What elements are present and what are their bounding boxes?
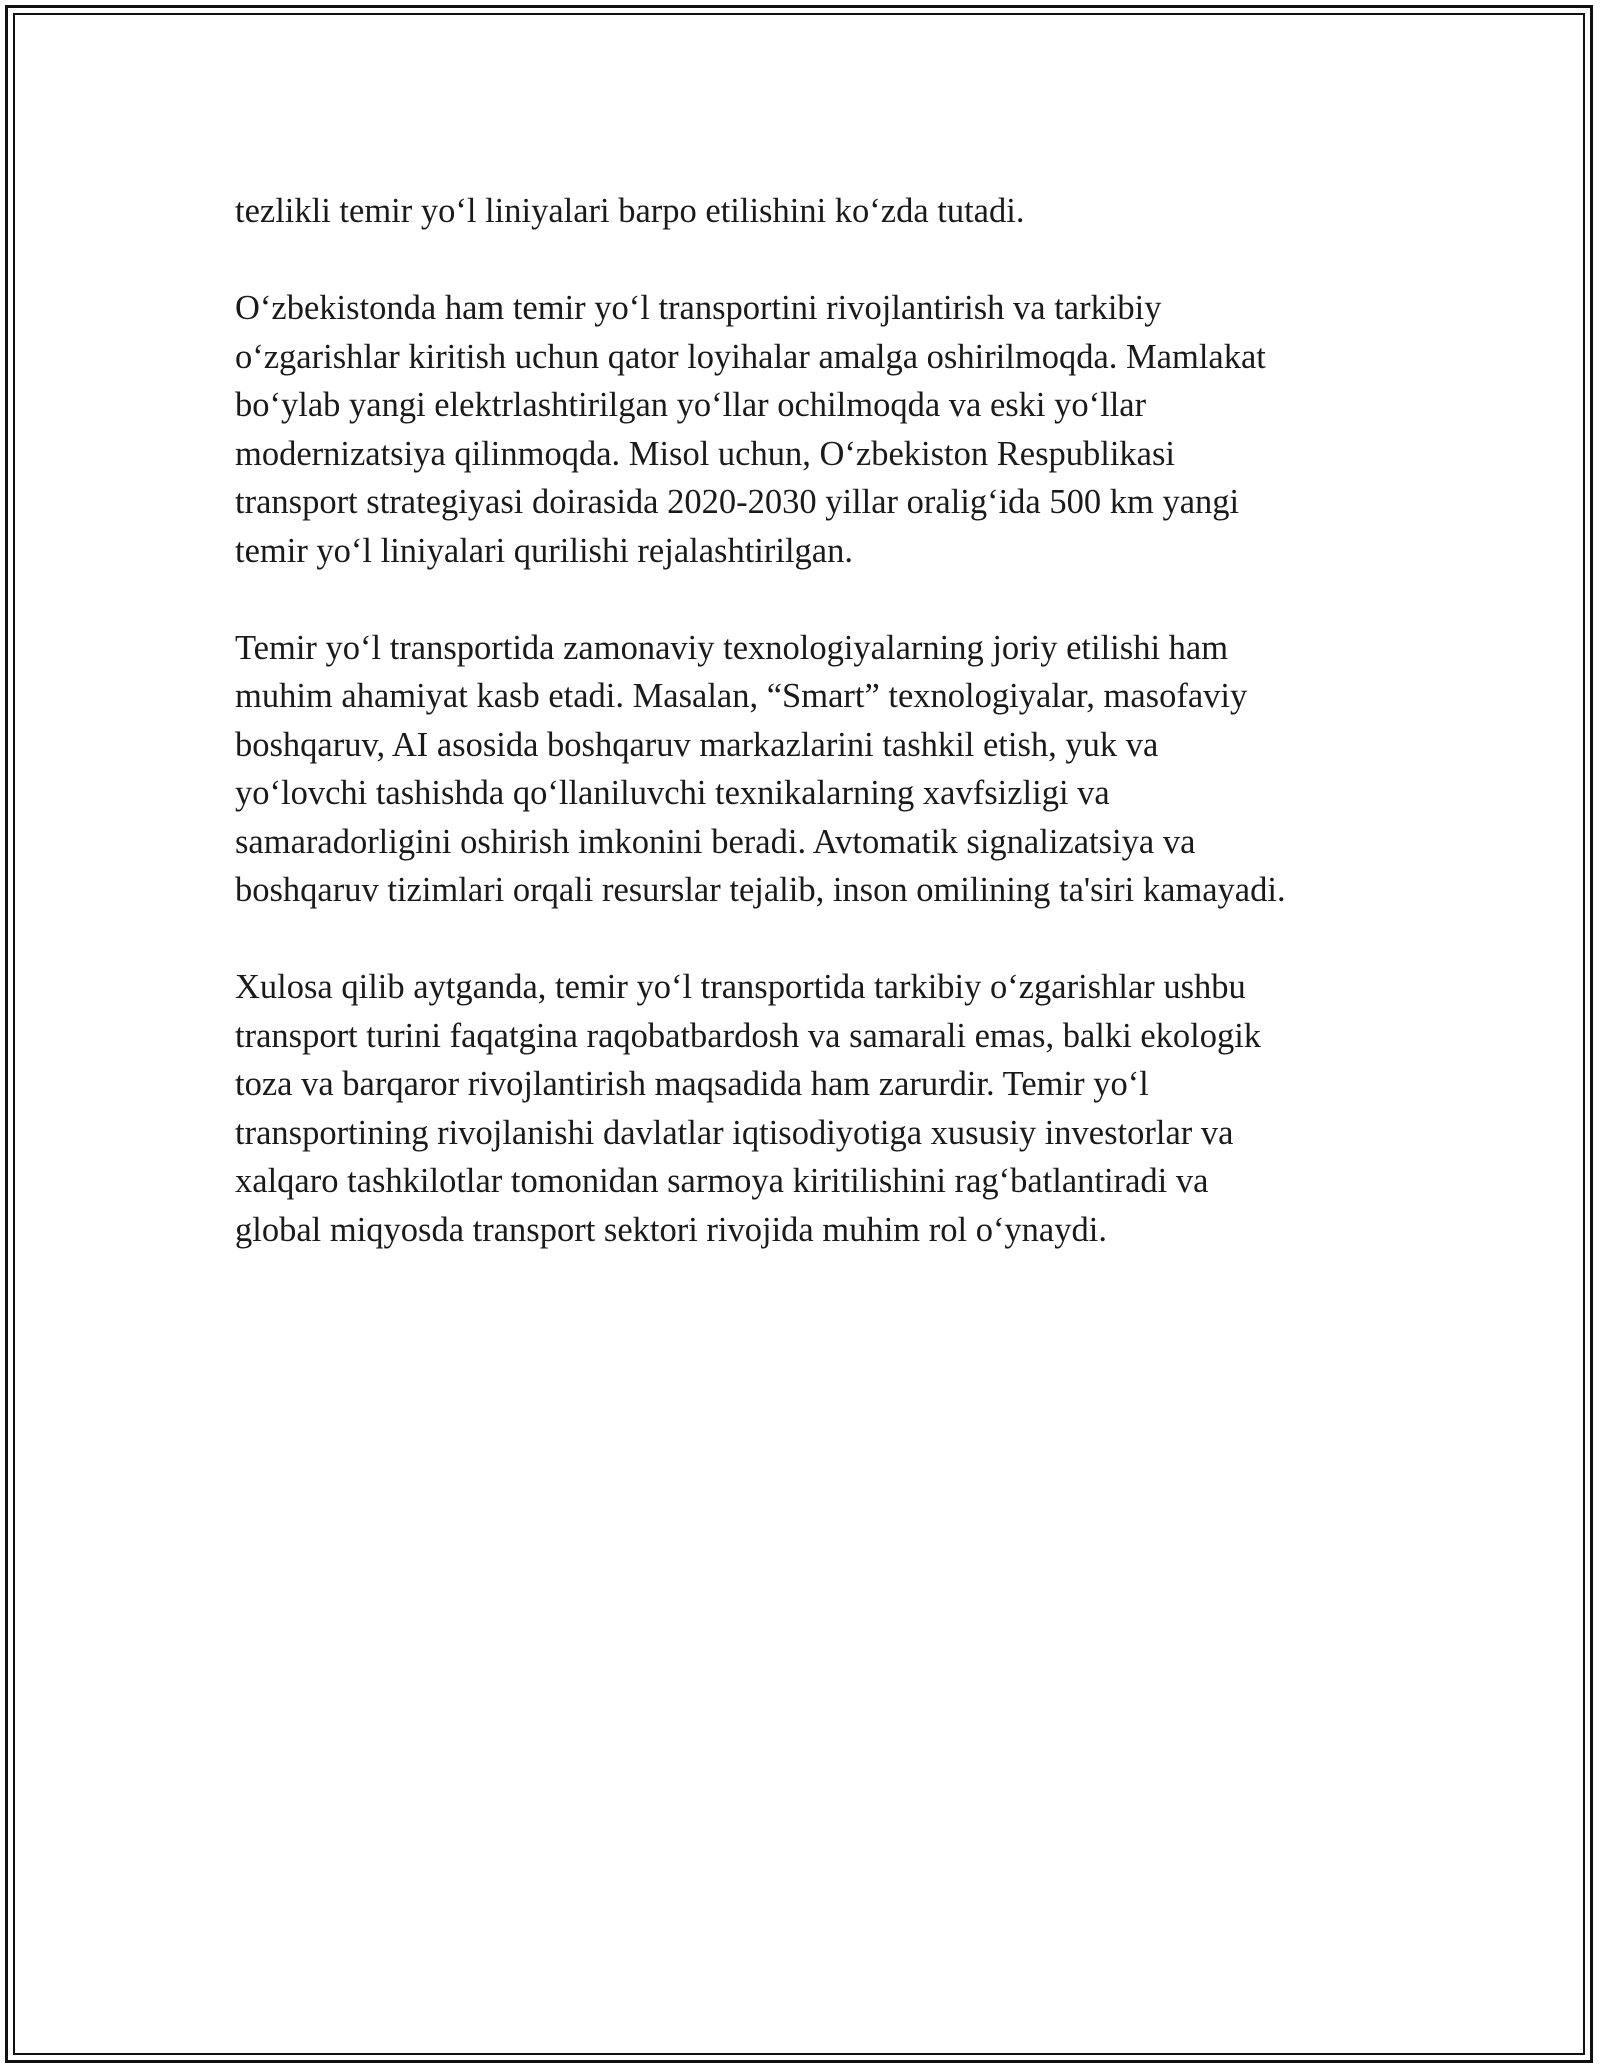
text-line: Xulosa qilib aytganda, temir yo‘l transportida tarkibiy o‘zgarishlar ushbu [235,968,1246,1006]
text-line: muhim ahamiyat kasb etadi. Masalan, “Smart” texnologiyalar, masofaviy [235,677,1248,715]
text-line: yo‘lovchi tashishda qo‘llaniluvchi texnikalarning xavfsizligi va [235,774,1110,812]
text-line: modernizatsiya qilinmoqda. Misol uchun, O‘zbekiston Respublikasi [235,434,1175,473]
document-body [235,187,1375,1303]
text-line: o‘zgarishlar kiritish uchun qator loyihalar amalga oshirilmoqda. Mamlakat [235,337,1266,376]
text-line: boshqaruv tizimlari orqali resurslar tejalib, inson omilining ta'siri kamayadi. [235,871,1286,909]
text-line: Temir yo‘l transportida zamonaviy texnologiyalarning joriy etilishi ham [235,628,1229,667]
paragraph-3 [235,624,1375,915]
paragraph-4 [235,963,1375,1254]
text-line: samaradorligini oshirish imkonini beradi. Avtomatik signalizatsiya va [235,822,1196,861]
paragraph-1 [235,187,1375,236]
paragraph-2 [235,284,1375,575]
text-line: O‘zbekistonda ham temir yo‘l transportini rivojlantirish va tarkibiy [235,289,1162,327]
text-line: global miqyosda transport sektori rivojida muhim rol o‘ynaydi. [235,1210,1107,1249]
text-line: transport turini faqatgina raqobatbardosh va samarali emas, balki ekologik [235,1016,1262,1055]
text-line: transport strategiyasi doirasida 2020-2030 yillar oralig‘ida 500 km yangi [235,483,1240,521]
text-line: temir yo‘l liniyalari qurilishi rejalashtirilgan. [235,531,853,570]
text-line: xalqaro tashkilotlar tomonidan sarmoya kiritilishini rag‘batlantiradi va [235,1162,1209,1200]
text-line: boshqaruv, AI asosida boshqaruv markazlarini tashkil etish, yuk va [235,725,1159,764]
text-line: toza va barqaror rivojlantirish maqsadida ham zarurdir. Temir yo‘l [235,1065,1149,1103]
text-line: transportining rivojlanishi davlatlar iqtisodiyotiga xususiy investorlar va [235,1113,1234,1152]
text-line: tezlikli temir yo‘l liniyalari barpo etilishini ko‘zda tutadi. [235,192,1025,230]
text-line: bo‘ylab yangi elektrlashtirilgan yo‘llar ochilmoqda va eski yo‘llar [235,386,1147,424]
